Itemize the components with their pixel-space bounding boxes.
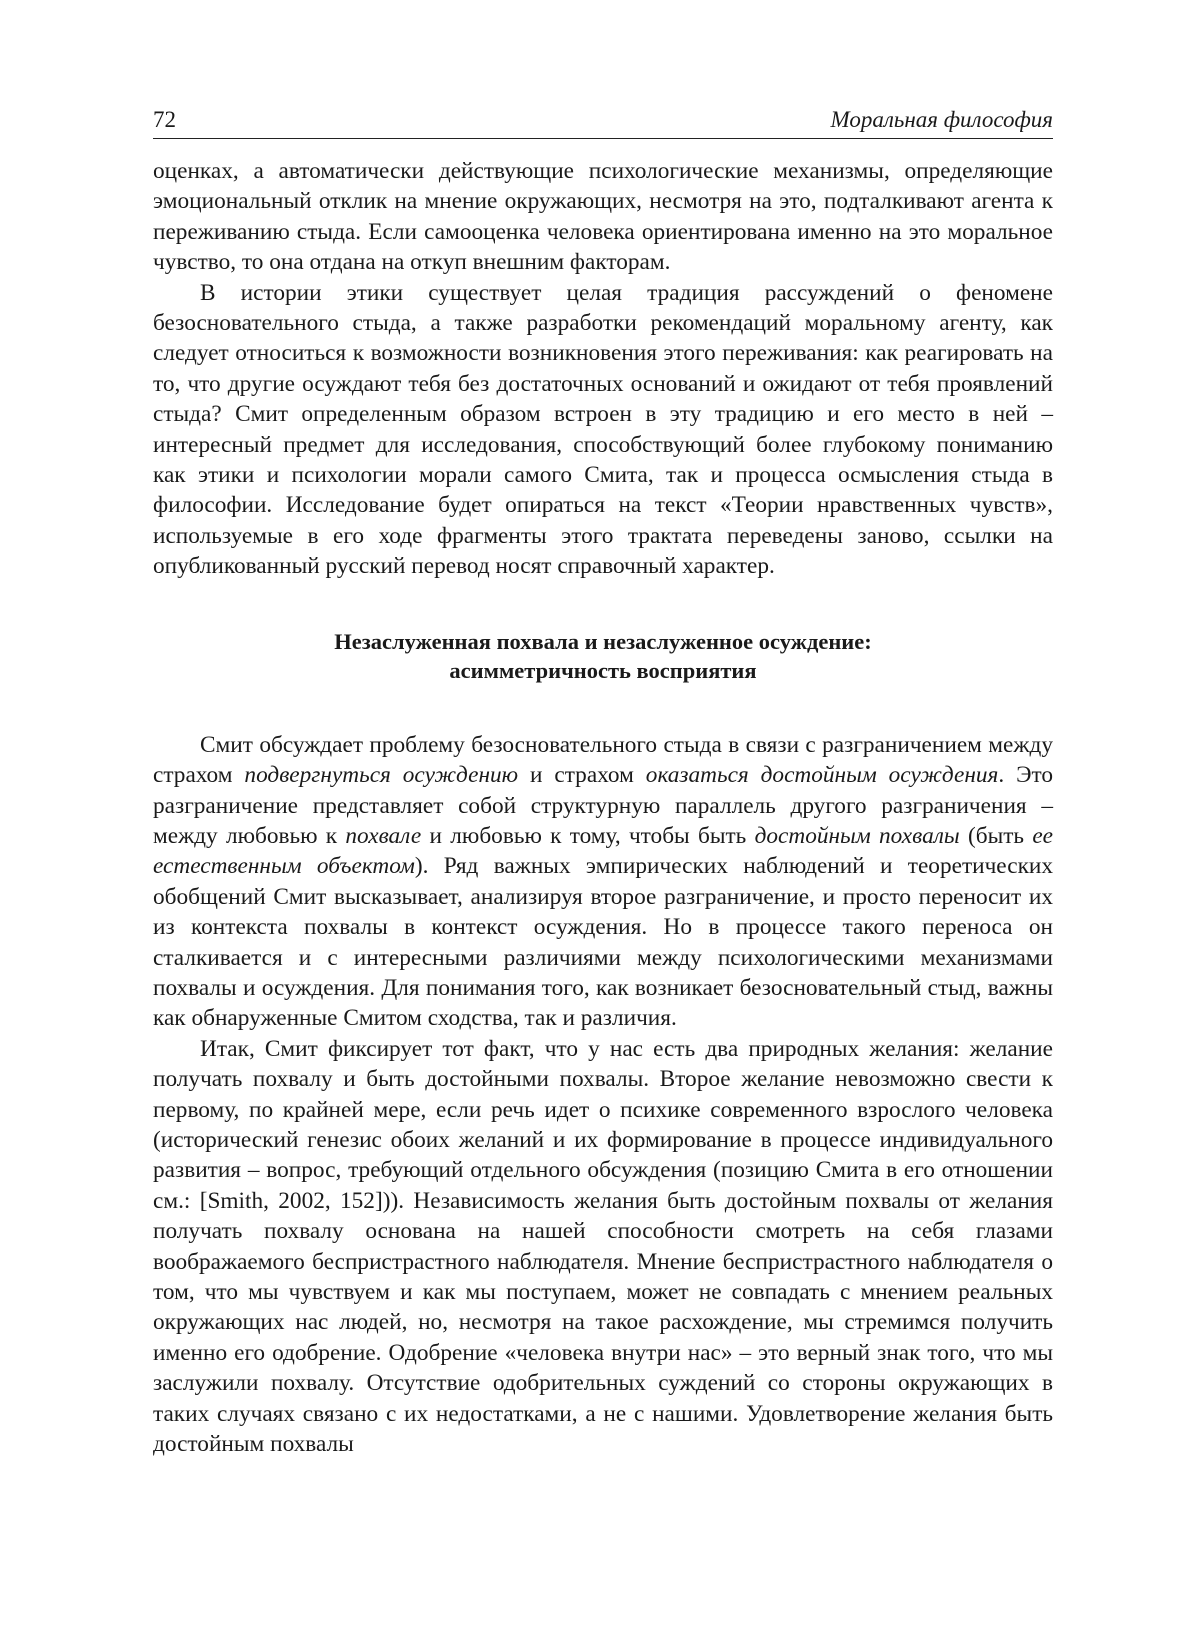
paragraph-distinction (153, 730, 1053, 1034)
section-heading-line-2: асимметричность восприятия (449, 657, 757, 683)
italic-phrase: достойным похвалы (754, 822, 960, 849)
italic-phrase: оказаться достойным осуждения (645, 762, 999, 789)
paragraph-two-desires: Итак, Смит фиксирует тот факт, что у нас есть два природных желания: желание получать похвалу и быть достойными похвалы. Второе желание невозможно свести к первому, по крайней мере, если речь идет о психике современного взрослого человека (исторический генезис обоих желаний и их формирование в процессе индивидуального развития – вопрос, требующий отдельного обсуждения (позицию Смита в его отношении см.: [Smith, 2002, 152])). Независимость желания быть достойным похвалы от желания получать похвалу основана на нашей способности смотреть на себя глазами воображаемого беспристрастного наблюдателя. Мнение беспристрастного наблюдателя о том, что мы чувствуем и как мы поступаем, может не совпадать с мнением реальных окружающих нас людей, но, несмотря на такое расхождение, мы стремимся получить именно его одобрение. Одобрение «человека внутри нас» – это верный знак того, что мы заслужили похвалу. Отсутствие одобрительных суждений со стороны окружающих в таких случаях связано с их недостатками, а не с нашими. Удовлетворение желания быть достойным похвалы (153, 1035, 1053, 1458)
running-header (153, 104, 1053, 139)
book-page (153, 104, 1053, 1459)
text-run: Смит обсуждает проблему безосновательного стыда в связи с разграничением между страхом (153, 731, 1053, 789)
paragraph-continuation: оценках, а автоматически действующие психологические механизмы, определяющие эмоциональный отклик на мнение окружающих, несмотря на это, подталкивают агента к переживанию стыда. Если самооценка человека ориентирована именно на это моральное чувство, то она отдана на откуп внешним факторам. (153, 158, 1053, 276)
paragraph-tradition: В истории этики существует целая традиция рассуждений о феномене безосновательного стыда, а также разработки рекомендаций моральному агенту, как следует относиться к возможности возникновения этого переживания: как реагировать на то, что другие осуждают тебя без достаточных оснований и ожидают от тебя проявлений стыда? Смит определенным образом встроен в эту традицию и его место в ней – интересный предмет для исследования, способствующий более глубокому пониманию как этики и психологии морали самого Смита, так и процесса осмысления стыда в философии. Исследование будет опираться на текст «Теории нравственных чувств», используемые в его ходе фрагменты этого трактата переведены заново, ссылки на опубликованный русский перевод носят справочный характер. (153, 279, 1053, 580)
text-run: ). Ряд важных эмпирических наблюдений и теоретических обобщений Смит высказывает, анализируя второе разграничение, и просто переносит их из контекста похвалы в контекст осуждения. Но в процессе такого переноса он сталкивается и с интересными различиями между психологическими механизмами похвалы и осуждения. Для понимания того, как возникает безосновательный стыд, важны как обнаруженные Смитом сходства, так и различия. (153, 853, 1054, 1032)
text-run: и страхом (518, 762, 646, 789)
page-number: 72 (153, 107, 176, 132)
text-run: и любовью к тому, чтобы быть (421, 822, 755, 849)
italic-phrase: подвергнуться осуждению (244, 762, 519, 789)
italic-phrase: похвале (345, 822, 422, 849)
text-run: (быть (959, 822, 1033, 849)
italic-phrase: ее естественным объектом (153, 822, 1054, 880)
section-heading-line-1: Незаслуженная похвала и незаслуженное осуждение: (334, 628, 872, 654)
section-heading (153, 627, 1053, 685)
text-run: . Это разграничение представляет собой структурную параллель другого разграничения – между любовью к (153, 762, 1053, 849)
running-title: Моральная философия (830, 107, 1053, 132)
body-text (153, 156, 1053, 1459)
